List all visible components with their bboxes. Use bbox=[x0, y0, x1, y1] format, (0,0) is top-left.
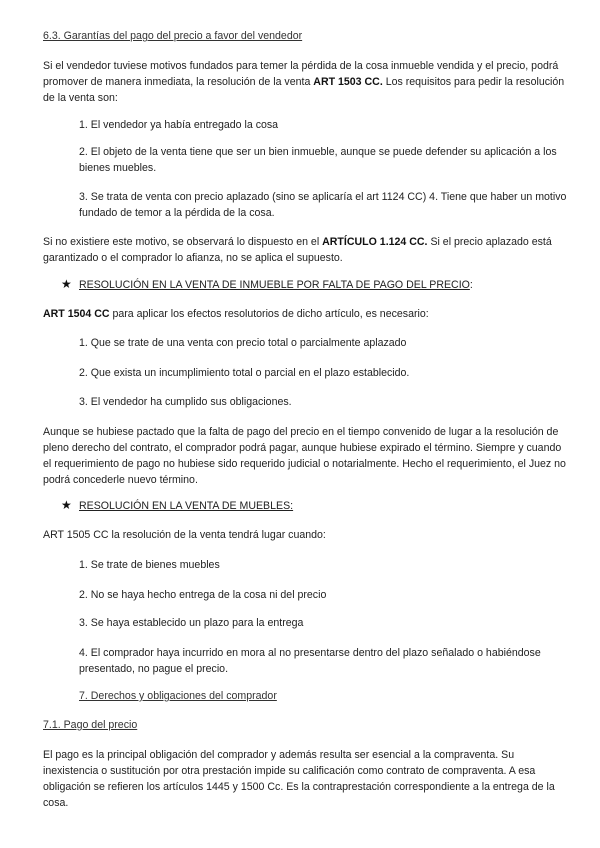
article-ref-1124: ARTÍCULO 1.124 CC. bbox=[322, 236, 428, 248]
requirement-item-3: 3. Se trata de venta con precio aplazado (sino se aplicaría el art 1124 CC) 4. Tiene que haber un motivo fundado de temor a la pérdida de la cosa. bbox=[79, 191, 567, 219]
inmueble-heading: ★ RESOLUCIÓN EN LA VENTA DE INMUEBLE POR FALTA DE PAGO DEL PRECIO: bbox=[61, 277, 473, 291]
inmueble-item-2: 2. Que exista un incumplimiento total o parcial en el plazo establecido. bbox=[79, 367, 410, 379]
inmueble-lead: ART 1504 CC para aplicar los efectos resolutorios de dicho artículo, es necesario: bbox=[43, 308, 429, 320]
section-7-heading: 7. Derechos y obligaciones del comprador bbox=[79, 690, 277, 702]
inmueble-item-3: 3. El vendedor ha cumplido sus obligaciones. bbox=[79, 396, 292, 408]
requirement-item-2: 2. El objeto de la venta tiene que ser un bien inmueble, aunque se puede defender su aplicación a los bienes muebles. bbox=[79, 146, 557, 174]
star-bullet-icon: ★ bbox=[61, 498, 72, 512]
article-ref-1503: ART 1503 CC. bbox=[313, 76, 383, 88]
requirement-item-1: 1. El vendedor ya había entregado la cosa bbox=[79, 119, 279, 131]
muebles-item-3: 3. Se haya establecido un plazo para la entrega bbox=[79, 617, 304, 629]
section-6-3-note: Si no existiere este motivo, se observará lo dispuesto en el ARTÍCULO 1.124 CC. Si el precio aplazado está garantizado o el comprador lo afianza, no se aplica el supuesto. bbox=[43, 236, 552, 264]
muebles-lead: ART 1505 CC la resolución de la venta tendrá lugar cuando: bbox=[43, 529, 326, 541]
inmueble-item-1: 1. Que se trate de una venta con precio total o parcialmente aplazado bbox=[79, 337, 407, 349]
muebles-item-1: 1. Se trate de bienes muebles bbox=[79, 559, 220, 571]
section-6-3-heading: 6.3. Garantías del pago del precio a favor del vendedor bbox=[43, 30, 303, 42]
inmueble-paragraph: Aunque se hubiese pactado que la falta de pago del precio en el tiempo convenido de lugar a la resolución de pleno derecho del contrato, el comprador podrá pagar, aunque hubiese expirado el término. Siempre y cuando el requerimiento de pago no hubiese sido requerido judicial o notarialmente. Hecho el requerimiento, el Juez no podrá concederle nuevo término. bbox=[43, 426, 566, 486]
section-7-1-paragraph: El pago es la principal obligación del comprador y además resulta ser esencial a la compraventa. Su inexistencia o sustitución por otra prestación impide su calificación como contrato de compraventa. A esa obligación se refieren los artículos 1445 y 1500 Cc. Es la contraprestación correspondiente a la entrega de la cosa. bbox=[43, 749, 555, 809]
section-7-1-heading: 7.1. Pago del precio bbox=[43, 719, 138, 731]
section-6-3-intro: Si el vendedor tuviese motivos fundados para temer la pérdida de la cosa inmueble vendida y el precio, podrá promover de manera inmediata, la resolución de la venta ART 1503 CC. Los requisitos para pedir la resolución de la venta son: bbox=[43, 60, 565, 104]
muebles-item-2: 2. No se haya hecho entrega de la cosa ni del precio bbox=[79, 589, 327, 601]
muebles-heading: ★ RESOLUCIÓN EN LA VENTA DE MUEBLES: bbox=[61, 498, 294, 512]
muebles-item-4: 4. El comprador haya incurrido en mora al no presentarse dentro del plazo señalado o habiéndose presentado, no pague el precio. bbox=[79, 647, 541, 675]
article-ref-1504: ART 1504 CC bbox=[43, 308, 110, 320]
star-bullet-icon: ★ bbox=[61, 277, 72, 291]
